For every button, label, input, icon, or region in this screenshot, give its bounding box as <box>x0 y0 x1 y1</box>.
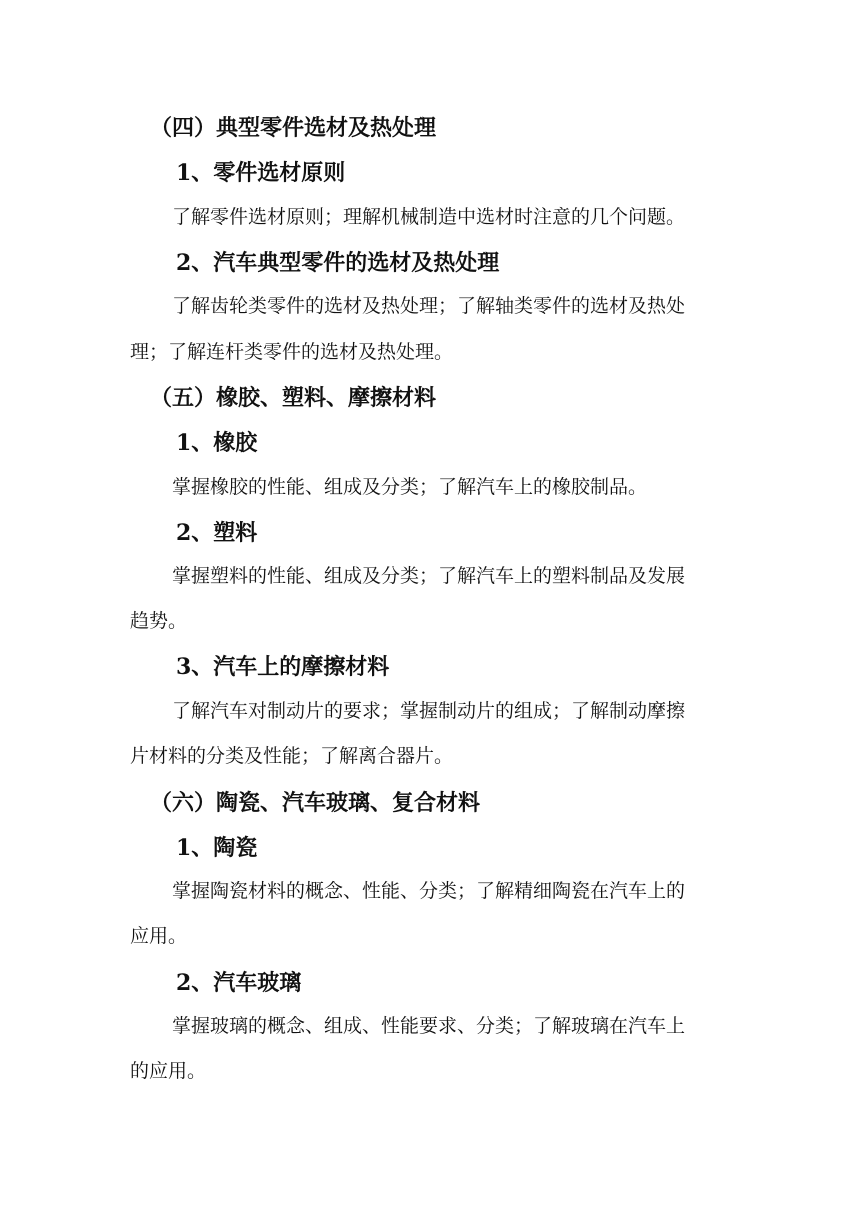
section-6-1-heading: 1、陶瓷 <box>176 835 258 861</box>
section-4-1-paragraph: 了解零件选材原则；理解机械制造中选材时注意的几个问题。 <box>172 206 686 228</box>
section-6-2-paragraph-line-1: 掌握玻璃的概念、组成、性能要求、分类；了解玻璃在汽车上 <box>172 1015 686 1037</box>
section-6-2-paragraph-line-2: 的应用。 <box>130 1060 207 1082</box>
section-5-2-paragraph-line-2: 趋势。 <box>130 610 188 632</box>
section-4-title: （四）典型零件选材及热处理 <box>150 115 437 141</box>
section-5-3-heading: 3、汽车上的摩擦材料 <box>176 654 390 680</box>
section-5-1-paragraph: 掌握橡胶的性能、组成及分类；了解汽车上的橡胶制品。 <box>172 476 648 498</box>
section-6-1-paragraph-line-1: 掌握陶瓷材料的概念、性能、分类；了解精细陶瓷在汽车上的 <box>172 880 686 902</box>
section-5-3-paragraph-line-2: 片材料的分类及性能；了解离合器片。 <box>130 745 454 767</box>
section-6-title: （六）陶瓷、汽车玻璃、复合材料 <box>150 790 481 816</box>
section-5-1-heading: 1、橡胶 <box>176 430 258 456</box>
section-5-3-paragraph-line-1: 了解汽车对制动片的要求；掌握制动片的组成；了解制动摩擦 <box>172 700 686 722</box>
section-6-2-heading: 2、汽车玻璃 <box>176 970 302 996</box>
section-5-title: （五）橡胶、塑料、摩擦材料 <box>150 385 437 411</box>
section-5-2-paragraph-line-1: 掌握塑料的性能、组成及分类；了解汽车上的塑料制品及发展 <box>172 565 686 587</box>
section-6-1-paragraph-line-2: 应用。 <box>130 925 188 947</box>
section-4-2-heading: 2、汽车典型零件的选材及热处理 <box>176 250 500 276</box>
section-4-2-paragraph-line-2: 理；了解连杆类零件的选材及热处理。 <box>130 341 454 363</box>
section-5-2-heading: 2、塑料 <box>176 520 258 546</box>
section-4-1-heading: 1、零件选材原则 <box>176 160 346 186</box>
section-4-2-paragraph-line-1: 了解齿轮类零件的选材及热处理；了解轴类零件的选材及热处 <box>172 295 686 317</box>
